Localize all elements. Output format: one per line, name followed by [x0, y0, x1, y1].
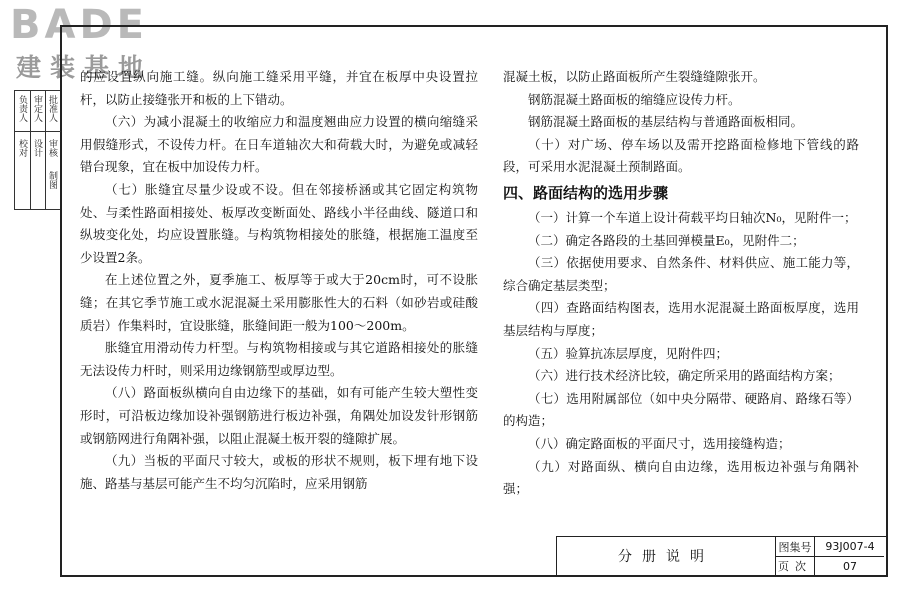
paragraph: （四）查路面结构图表，选用水泥混凝土路面板厚度，选用基层结构与厚度；	[503, 300, 859, 338]
paragraph: 钢筋混凝土路面板的缩缝应设传力杆。	[528, 91, 741, 107]
paragraph: （六）进行技术经济比较，确定所采用的路面结构方案；	[528, 368, 841, 384]
strip-cell: 校对	[17, 139, 27, 157]
atlas-no: 93J007-4	[825, 540, 875, 553]
strip-cell: 负责人	[17, 95, 27, 122]
strip-cell: 制图	[47, 171, 57, 189]
paragraph: （七）胀缝宜尽量少设或不设。但在邻接桥涵或其它固定构筑物处、与柔性路面相接处、板厚改变断面处、路线小半径曲线、隧道口和纵坡变化处，均应设置胀缝。与构筑物相接处的胀缝，根据施工温度至少设置2条。	[80, 181, 478, 265]
strip-cell: 设计	[32, 139, 42, 157]
strip-cell: 批准人	[47, 95, 57, 122]
paragraph: （二）确定各路段的土基回弹模量E₀，见附件二；	[528, 232, 805, 248]
paragraph: 混凝土板，以防止路面板所产生裂缝缝隙张开。	[503, 69, 766, 84]
page-no-label: 页次	[778, 560, 812, 573]
paragraph: （六）为减小混凝土的收缩应力和温度翘曲应力设置的横向缩缝采用假缝形式，不设传力杆。在日车道轴次大和荷载大时，为避免或减轻错台现象，宜在板中加设传力杆。	[80, 114, 478, 175]
paragraph: （七）选用附属部位（如中央分隔带、硬路肩、路缘石等）的构造；	[503, 390, 859, 429]
logo-subtitle: 建装基地	[16, 53, 153, 82]
paragraph: 在上述位置之外，夏季施工、板厚等于或大于20cm时，可不设胀缝；在其它季节施工或水泥混凝土采用膨胀性大的石料（如砂岩或硅酸质岩）作集料时，宜设胀缝，胀缝间距一般为100～200m。	[80, 272, 478, 333]
paragraph: （三）依据使用要求、自然条件、材料供应、施工能力等，综合确定基层类型；	[503, 255, 859, 293]
paragraph: （十）对广场、停车场以及需开挖路面检修地下管线的路段，可采用水泥混凝土预制路面。	[503, 136, 859, 175]
left-text-column	[80, 66, 478, 495]
paragraph: （九）对路面纵、横向自由边缘，选用板边补强与角隅补强；	[503, 458, 859, 497]
approval-strip	[14, 90, 60, 210]
paragraph: （八）确定路面板的平面尺寸，选用接缝构造；	[528, 435, 791, 451]
section-heading: 四、路面结构的选用步骤	[503, 183, 669, 202]
paragraph: （一）计算一个车道上设计荷载平均日轴次N₀，见附件一；	[528, 209, 857, 225]
paragraph: （八）路面板纵横向自由边缘下的基础，如有可能产生较大塑性变形时，可沿板边缘加设补强钢筋进行板边补强，角隅处加设发针形钢筋或钢筋网进行角隅补强，以阻止混凝土板开裂的缝隙扩展。	[80, 385, 478, 446]
paragraph: （九）当板的平面尺寸较大，或板的形状不规则，板下埋有地下设施、路基与基层可能产生不均匀沉陷时，应采用钢筋	[80, 453, 478, 491]
paragraph: 钢筋混凝土路面板的基层结构与普通路面板相同。	[528, 114, 804, 130]
title-block-grid	[775, 537, 885, 575]
right-text-column	[503, 66, 859, 501]
document-title: 分册说明	[618, 549, 714, 565]
paragraph: 胀缝宜用滑动传力杆型。与构筑物相接或与其它道路相接处的胀缝无法设传力杆时，则采用边缘钢筋型或厚边型。	[80, 340, 478, 378]
logo-wordmark: BADE	[10, 2, 148, 48]
title-block	[556, 536, 886, 575]
atlas-no-label: 图集号	[778, 540, 812, 554]
strip-cell: 审定人	[32, 95, 42, 122]
paragraph: 的应设置纵向施工缝。纵向施工缝采用平缝，并宜在板厚中央设置拉杆，以防止接缝张开和板的上下错动。	[80, 69, 478, 107]
page-no: 07	[843, 559, 857, 573]
paragraph: （五）验算抗冻层厚度，见附件四；	[528, 345, 729, 361]
strip-cell: 审核	[47, 139, 57, 157]
